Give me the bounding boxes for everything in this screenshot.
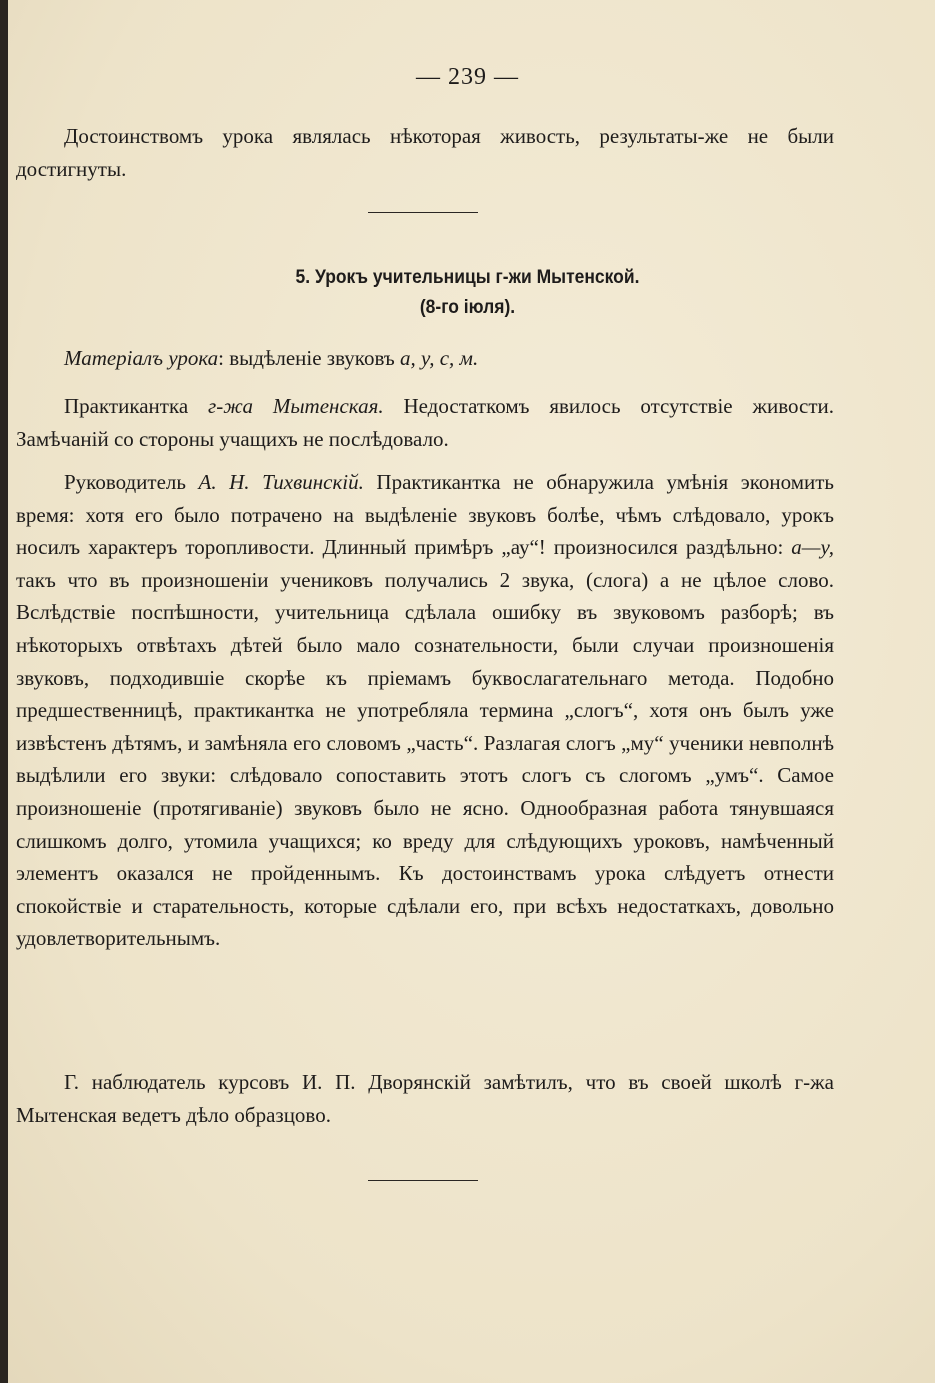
- section-divider-top: [368, 212, 478, 213]
- observer-paragraph: Г. наблюдатель курсовъ И. П. Дворянскій замѣтилъ, что въ своей школѣ г-жа Мытенская ведетъ дѣло образцово.: [16, 1070, 834, 1127]
- section-date: (8-го іюля).: [419, 297, 516, 318]
- supervisor-lead: Руководитель: [64, 470, 199, 494]
- practitioner-lead: Практикантка: [64, 394, 209, 418]
- supervisor-name: А. Н. Тихвинскій.: [198, 470, 364, 494]
- material-sounds: а, у, с, м.: [399, 346, 479, 370]
- material-label: Матеріалъ урока: [64, 346, 219, 370]
- section-divider-bottom: [368, 1180, 478, 1181]
- intro-paragraph: Достоинствомъ урока являлась нѣкоторая живость, результаты-же не были достигнуты.: [16, 124, 834, 181]
- scan-edge: [0, 0, 8, 1383]
- supervisor-text-2: такъ что въ произношеніи учениковъ получались 2 звука, (слога) а не цѣлое слово. Вслѣдствіе поспѣшности, учительница сдѣлала ошибку въ звуковомъ разборѣ; въ нѣкоторыхъ отвѣтахъ дѣтей было мало сознательности, были случаи произношенія звуковъ, подходившіе скорѣе къ пріемамъ буквослагательнаго метода. Подобно предшественницѣ, практикантка не употребляла термина „слогъ“, хотя онъ былъ уже извѣстенъ дѣтямъ, и замѣняла его словомъ „часть“. Разлагая слогъ „му“ ученики невполнѣ выдѣлили его звуки: слѣдовало сопоставить этотъ слогъ съ слогомъ „умъ“. Самое произношеніе (протягиваніе) звуковъ было не ясно. Однообразная работа тянувшаяся слишкомъ долго, утомила учащихся; ко вреду для слѣдующихъ уроковъ, намѣченный элементъ оказался не пройденнымъ. Къ достоинствамъ урока слѣдуетъ отнести спокойствіе и старательность, которые сдѣлали его, при всѣхъ недостаткахъ, довольно удовлетворительнымъ.: [16, 567, 834, 951]
- page-number: — 239 —: [416, 64, 519, 90]
- practitioner-paragraph: [16, 390, 834, 455]
- section-title: 5. Урокъ учительницы г-жи Мытенской.: [295, 267, 640, 288]
- supervisor-example: а—у,: [791, 535, 834, 560]
- supervisor-paragraph: [16, 466, 834, 955]
- supervisor-text-1: Практикантка не обнаружила умѣнія экономить время: хотя его было потрачено на выдѣленіе звуковъ болѣе, чѣмъ слѣдовало, урокъ носилъ характеръ торопливости. Длинный примѣръ „ау“! произносился раздѣльно:: [16, 470, 834, 560]
- material-paragraph: [16, 342, 834, 375]
- material-text: : выдѣленіе звуковъ: [218, 346, 400, 370]
- practitioner-text: Недостаткомъ явилось отсутствіе живости. Замѣчаній со стороны учащихъ не послѣдовало.: [16, 394, 834, 451]
- practitioner-name: г-жа Мытенская.: [208, 394, 384, 418]
